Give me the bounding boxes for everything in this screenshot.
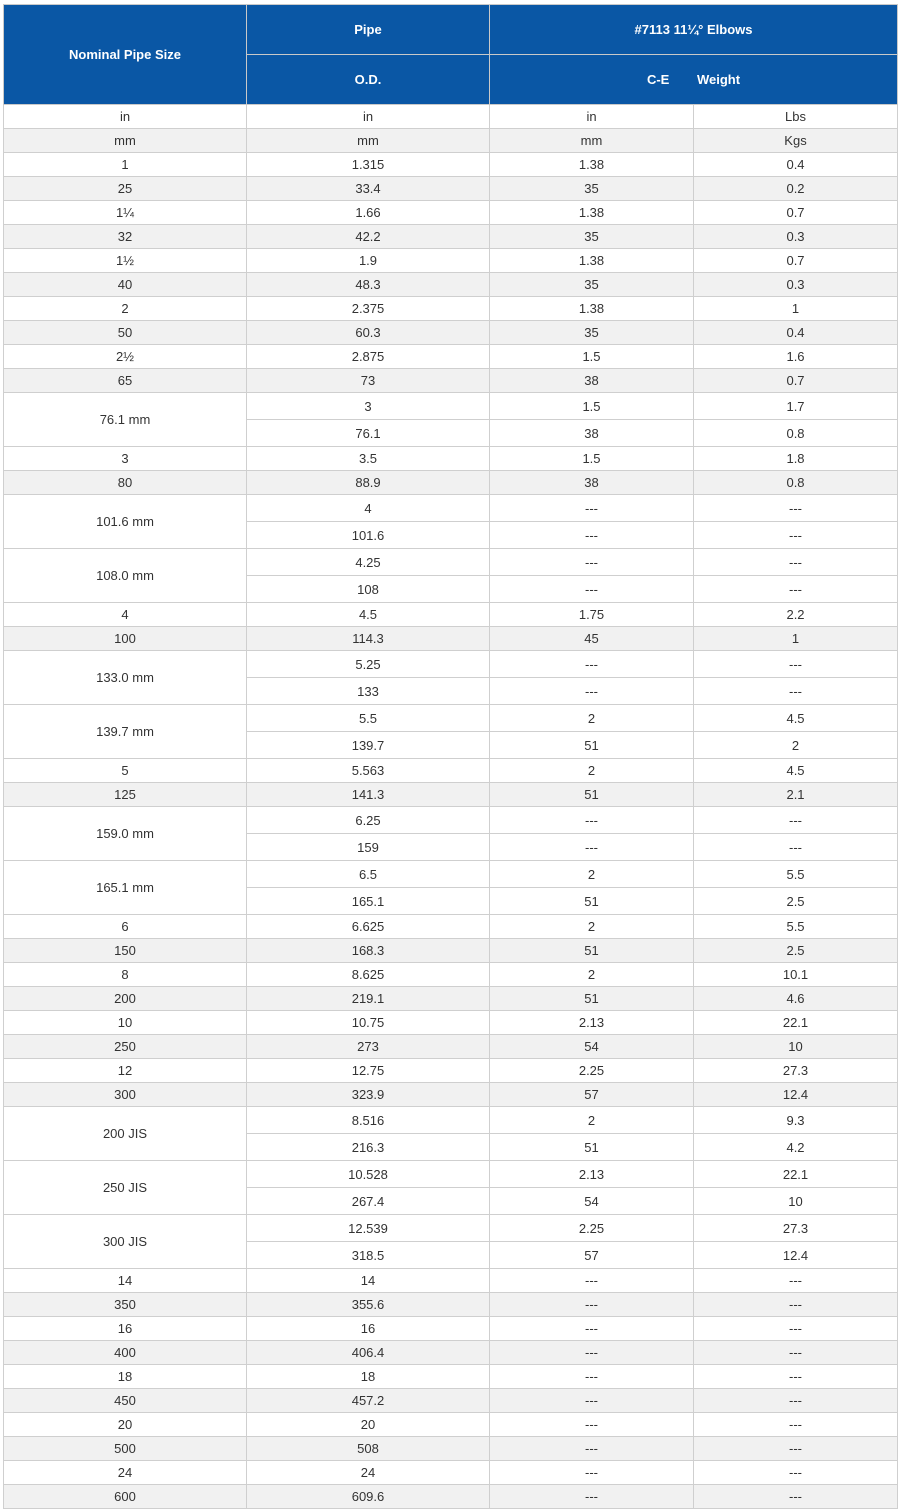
table-row [4, 129, 898, 153]
table-cell: 6.5 [247, 861, 490, 888]
table-cell-merged: 165.1 mm [4, 861, 247, 915]
table-cell: 4 [247, 495, 490, 522]
table-cell: 168.3 [247, 939, 490, 963]
table-cell: 22.1 [694, 1161, 898, 1188]
table-row [4, 1215, 898, 1242]
table-row [4, 273, 898, 297]
table-row [4, 1341, 898, 1365]
table-cell: 5.25 [247, 651, 490, 678]
table-cell: 0.3 [694, 273, 898, 297]
table-cell: --- [694, 651, 898, 678]
table-cell: --- [490, 834, 694, 861]
table-cell: 27.3 [694, 1215, 898, 1242]
table-cell: 141.3 [247, 783, 490, 807]
table-cell: --- [694, 1389, 898, 1413]
table-cell: 2.25 [490, 1059, 694, 1083]
table-cell: 100 [4, 627, 247, 651]
table-cell: 400 [4, 1341, 247, 1365]
table-row [4, 987, 898, 1011]
table-row [4, 1059, 898, 1083]
table-cell: 12.539 [247, 1215, 490, 1242]
table-cell: --- [490, 576, 694, 603]
table-row [4, 345, 898, 369]
table-cell: 355.6 [247, 1293, 490, 1317]
table-cell: 51 [490, 1134, 694, 1161]
table-cell: --- [490, 1461, 694, 1485]
table-cell: 24 [4, 1461, 247, 1485]
table-row [4, 1035, 898, 1059]
ce-header: C-E [646, 72, 670, 87]
table-cell: 35 [490, 321, 694, 345]
table-cell: 609.6 [247, 1485, 490, 1509]
table-cell: 16 [247, 1317, 490, 1341]
table-cell: 165.1 [247, 888, 490, 915]
table-cell: 35 [490, 177, 694, 201]
table-cell: 1.75 [490, 603, 694, 627]
table-cell: 3 [4, 447, 247, 471]
table-cell: 2.2 [694, 603, 898, 627]
table-cell: 18 [247, 1365, 490, 1389]
table-cell: --- [694, 1341, 898, 1365]
table-cell-merged: 76.1 mm [4, 393, 247, 447]
table-cell: --- [694, 1461, 898, 1485]
table-row [4, 915, 898, 939]
table-cell: 73 [247, 369, 490, 393]
table-cell: 216.3 [247, 1134, 490, 1161]
table-cell: --- [694, 1413, 898, 1437]
table-cell: 1.38 [490, 153, 694, 177]
table-cell: --- [490, 522, 694, 549]
table-row [4, 321, 898, 345]
table-cell: 33.4 [247, 177, 490, 201]
table-cell: 20 [247, 1413, 490, 1437]
table-cell: 0.2 [694, 177, 898, 201]
table-cell: 2.13 [490, 1161, 694, 1188]
table-cell: 51 [490, 888, 694, 915]
table-cell-merged: 139.7 mm [4, 705, 247, 759]
table-cell: 1.5 [490, 393, 694, 420]
table-header [4, 5, 898, 105]
table-cell: 9.3 [694, 1107, 898, 1134]
product-header: #7113 11¼° Elbows [490, 5, 898, 55]
table-cell: 1.38 [490, 297, 694, 321]
table-cell: 10 [4, 1011, 247, 1035]
table-row [4, 759, 898, 783]
table-cell: 12.75 [247, 1059, 490, 1083]
table-cell: 2 [490, 915, 694, 939]
table-cell: 12.4 [694, 1242, 898, 1269]
table-cell: 125 [4, 783, 247, 807]
table-cell: 12.4 [694, 1083, 898, 1107]
table-cell: 108 [247, 576, 490, 603]
table-row [4, 705, 898, 732]
table-row [4, 861, 898, 888]
table-cell: 2.1 [694, 783, 898, 807]
table-row [4, 369, 898, 393]
table-cell: 38 [490, 369, 694, 393]
elbow-spec-table [3, 4, 898, 1509]
table-row [4, 201, 898, 225]
table-row [4, 297, 898, 321]
table-cell: 1.66 [247, 201, 490, 225]
table-cell: 1¼ [4, 201, 247, 225]
table-row [4, 1269, 898, 1293]
table-cell: --- [490, 807, 694, 834]
table-cell: 4 [4, 603, 247, 627]
table-cell: --- [694, 1317, 898, 1341]
table-cell: 1.5 [490, 345, 694, 369]
table-row [4, 153, 898, 177]
table-row [4, 963, 898, 987]
table-cell: 1 [694, 627, 898, 651]
table-cell: 406.4 [247, 1341, 490, 1365]
table-cell: 4.6 [694, 987, 898, 1011]
table-cell: 250 [4, 1035, 247, 1059]
table-row [4, 495, 898, 522]
table-cell: 54 [490, 1035, 694, 1059]
table-row [4, 447, 898, 471]
table-cell: Lbs [694, 105, 898, 129]
table-cell: 323.9 [247, 1083, 490, 1107]
table-cell: --- [694, 495, 898, 522]
table-cell: 267.4 [247, 1188, 490, 1215]
table-cell: --- [490, 1317, 694, 1341]
table-cell: --- [490, 1365, 694, 1389]
od-header: O.D. [247, 55, 490, 105]
table-cell: 6 [4, 915, 247, 939]
table-cell: 4.5 [694, 705, 898, 732]
table-cell: 8.625 [247, 963, 490, 987]
table-cell: --- [490, 1269, 694, 1293]
table-cell: 0.7 [694, 249, 898, 273]
table-cell: --- [694, 1293, 898, 1317]
table-cell: 4.5 [694, 759, 898, 783]
table-row [4, 393, 898, 420]
table-cell-merged: 159.0 mm [4, 807, 247, 861]
table-cell: 3 [247, 393, 490, 420]
table-cell: 10.528 [247, 1161, 490, 1188]
table-cell: 76.1 [247, 420, 490, 447]
table-cell: 4.5 [247, 603, 490, 627]
table-cell: 0.8 [694, 471, 898, 495]
table-cell: 3.5 [247, 447, 490, 471]
table-cell: 4.25 [247, 549, 490, 576]
table-cell: 0.3 [694, 225, 898, 249]
table-row [4, 627, 898, 651]
table-cell: 8.516 [247, 1107, 490, 1134]
table-cell: 2 [490, 861, 694, 888]
table-cell: in [4, 105, 247, 129]
table-cell: 1.6 [694, 345, 898, 369]
table-row [4, 651, 898, 678]
table-cell: 2.375 [247, 297, 490, 321]
table-cell: mm [247, 129, 490, 153]
table-cell: --- [694, 549, 898, 576]
elbow-spec-table-container [3, 4, 897, 1509]
table-cell: 457.2 [247, 1389, 490, 1413]
table-cell: 1.38 [490, 249, 694, 273]
table-cell: 50 [4, 321, 247, 345]
table-cell: 10 [694, 1188, 898, 1215]
table-cell: --- [490, 651, 694, 678]
table-cell: 600 [4, 1485, 247, 1509]
table-cell: 6.625 [247, 915, 490, 939]
table-cell: 2.5 [694, 888, 898, 915]
table-row [4, 1389, 898, 1413]
table-cell: 2 [490, 705, 694, 732]
table-cell: 2 [4, 297, 247, 321]
table-cell: 57 [490, 1242, 694, 1269]
table-cell: 14 [247, 1269, 490, 1293]
table-cell: 51 [490, 939, 694, 963]
table-cell: 139.7 [247, 732, 490, 759]
table-cell: 35 [490, 225, 694, 249]
table-cell: 2.5 [694, 939, 898, 963]
table-row [4, 471, 898, 495]
table-cell: 80 [4, 471, 247, 495]
table-cell: --- [490, 1485, 694, 1509]
table-cell: 32 [4, 225, 247, 249]
table-cell: 273 [247, 1035, 490, 1059]
table-cell: Kgs [694, 129, 898, 153]
table-cell: 0.4 [694, 321, 898, 345]
table-cell: 10 [694, 1035, 898, 1059]
table-row [4, 939, 898, 963]
table-cell: --- [490, 495, 694, 522]
table-cell: --- [490, 549, 694, 576]
table-row [4, 1293, 898, 1317]
table-cell: 27.3 [694, 1059, 898, 1083]
table-cell-merged: 300 JIS [4, 1215, 247, 1269]
table-cell-merged: 200 JIS [4, 1107, 247, 1161]
table-cell: 18 [4, 1365, 247, 1389]
table-row [4, 603, 898, 627]
table-cell: 10.75 [247, 1011, 490, 1035]
table-cell: 65 [4, 369, 247, 393]
table-cell: 10.1 [694, 963, 898, 987]
table-row [4, 1413, 898, 1437]
table-cell: in [490, 105, 694, 129]
table-cell-merged: 108.0 mm [4, 549, 247, 603]
table-row [4, 807, 898, 834]
pipe-header: Pipe [247, 5, 490, 55]
table-row [4, 1107, 898, 1134]
table-cell: 20 [4, 1413, 247, 1437]
table-row [4, 783, 898, 807]
table-cell: 508 [247, 1437, 490, 1461]
table-cell: 159 [247, 834, 490, 861]
table-cell: 114.3 [247, 627, 490, 651]
table-cell: 350 [4, 1293, 247, 1317]
table-cell: 1.7 [694, 393, 898, 420]
table-cell: 500 [4, 1437, 247, 1461]
table-cell: 16 [4, 1317, 247, 1341]
table-cell: 300 [4, 1083, 247, 1107]
nominal-pipe-size-header: Nominal Pipe Size [4, 5, 247, 105]
table-cell: --- [490, 1437, 694, 1461]
table-cell: 2.25 [490, 1215, 694, 1242]
table-cell: 45 [490, 627, 694, 651]
table-cell: mm [490, 129, 694, 153]
table-cell: 2.875 [247, 345, 490, 369]
table-cell: --- [490, 678, 694, 705]
table-row [4, 1437, 898, 1461]
table-cell: 6.25 [247, 807, 490, 834]
table-cell: --- [694, 576, 898, 603]
table-cell: 2 [490, 1107, 694, 1134]
table-row [4, 249, 898, 273]
table-row [4, 1011, 898, 1035]
table-cell: 0.7 [694, 201, 898, 225]
table-cell: 1.38 [490, 201, 694, 225]
table-cell: 60.3 [247, 321, 490, 345]
table-row [4, 1317, 898, 1341]
table-cell: --- [694, 807, 898, 834]
table-cell: 42.2 [247, 225, 490, 249]
table-cell: 35 [490, 273, 694, 297]
weight-header: Weight [696, 72, 741, 87]
table-cell: 200 [4, 987, 247, 1011]
table-cell: 48.3 [247, 273, 490, 297]
table-cell: 5.563 [247, 759, 490, 783]
table-cell: 0.8 [694, 420, 898, 447]
table-cell: 54 [490, 1188, 694, 1215]
table-row [4, 1161, 898, 1188]
table-cell: 38 [490, 420, 694, 447]
table-cell: --- [490, 1341, 694, 1365]
table-cell: 4.2 [694, 1134, 898, 1161]
table-cell: --- [694, 678, 898, 705]
table-cell: --- [694, 1485, 898, 1509]
table-cell: --- [694, 834, 898, 861]
table-cell: 0.7 [694, 369, 898, 393]
table-cell: 1½ [4, 249, 247, 273]
table-cell: mm [4, 129, 247, 153]
table-row [4, 177, 898, 201]
table-cell: 25 [4, 177, 247, 201]
table-cell: --- [490, 1293, 694, 1317]
table-cell: 318.5 [247, 1242, 490, 1269]
ce-weight-header [490, 55, 898, 105]
table-cell: 1.315 [247, 153, 490, 177]
table-cell: --- [490, 1413, 694, 1437]
table-cell: --- [694, 1269, 898, 1293]
table-cell: --- [694, 522, 898, 549]
table-cell: 150 [4, 939, 247, 963]
table-cell: 88.9 [247, 471, 490, 495]
table-cell-merged: 101.6 mm [4, 495, 247, 549]
table-cell: 0.4 [694, 153, 898, 177]
table-cell: 219.1 [247, 987, 490, 1011]
table-cell: 51 [490, 987, 694, 1011]
table-cell: 57 [490, 1083, 694, 1107]
table-cell: 1 [4, 153, 247, 177]
table-body [4, 105, 898, 1509]
table-cell: 5.5 [247, 705, 490, 732]
table-cell: 2½ [4, 345, 247, 369]
table-cell: 14 [4, 1269, 247, 1293]
table-cell: 5.5 [694, 915, 898, 939]
table-cell: 133 [247, 678, 490, 705]
table-row [4, 1083, 898, 1107]
table-cell-merged: 250 JIS [4, 1161, 247, 1215]
table-cell: 450 [4, 1389, 247, 1413]
table-cell: 40 [4, 273, 247, 297]
table-cell: 2 [694, 732, 898, 759]
table-row [4, 105, 898, 129]
table-cell: 12 [4, 1059, 247, 1083]
table-cell: 2 [490, 759, 694, 783]
table-cell: --- [694, 1437, 898, 1461]
table-row [4, 1485, 898, 1509]
table-cell: --- [694, 1365, 898, 1389]
table-cell: 51 [490, 783, 694, 807]
table-row [4, 1461, 898, 1485]
table-cell: 5.5 [694, 861, 898, 888]
table-cell: 101.6 [247, 522, 490, 549]
table-cell: 2.13 [490, 1011, 694, 1035]
table-cell: 38 [490, 471, 694, 495]
table-row [4, 549, 898, 576]
table-cell: 5 [4, 759, 247, 783]
table-row [4, 1365, 898, 1389]
table-cell: --- [490, 1389, 694, 1413]
table-cell: 1.9 [247, 249, 490, 273]
table-cell-merged: 133.0 mm [4, 651, 247, 705]
table-cell: 1.8 [694, 447, 898, 471]
table-cell: in [247, 105, 490, 129]
table-cell: 1.5 [490, 447, 694, 471]
table-cell: 1 [694, 297, 898, 321]
table-cell: 22.1 [694, 1011, 898, 1035]
table-cell: 2 [490, 963, 694, 987]
table-cell: 51 [490, 732, 694, 759]
table-row [4, 225, 898, 249]
table-cell: 8 [4, 963, 247, 987]
table-cell: 24 [247, 1461, 490, 1485]
